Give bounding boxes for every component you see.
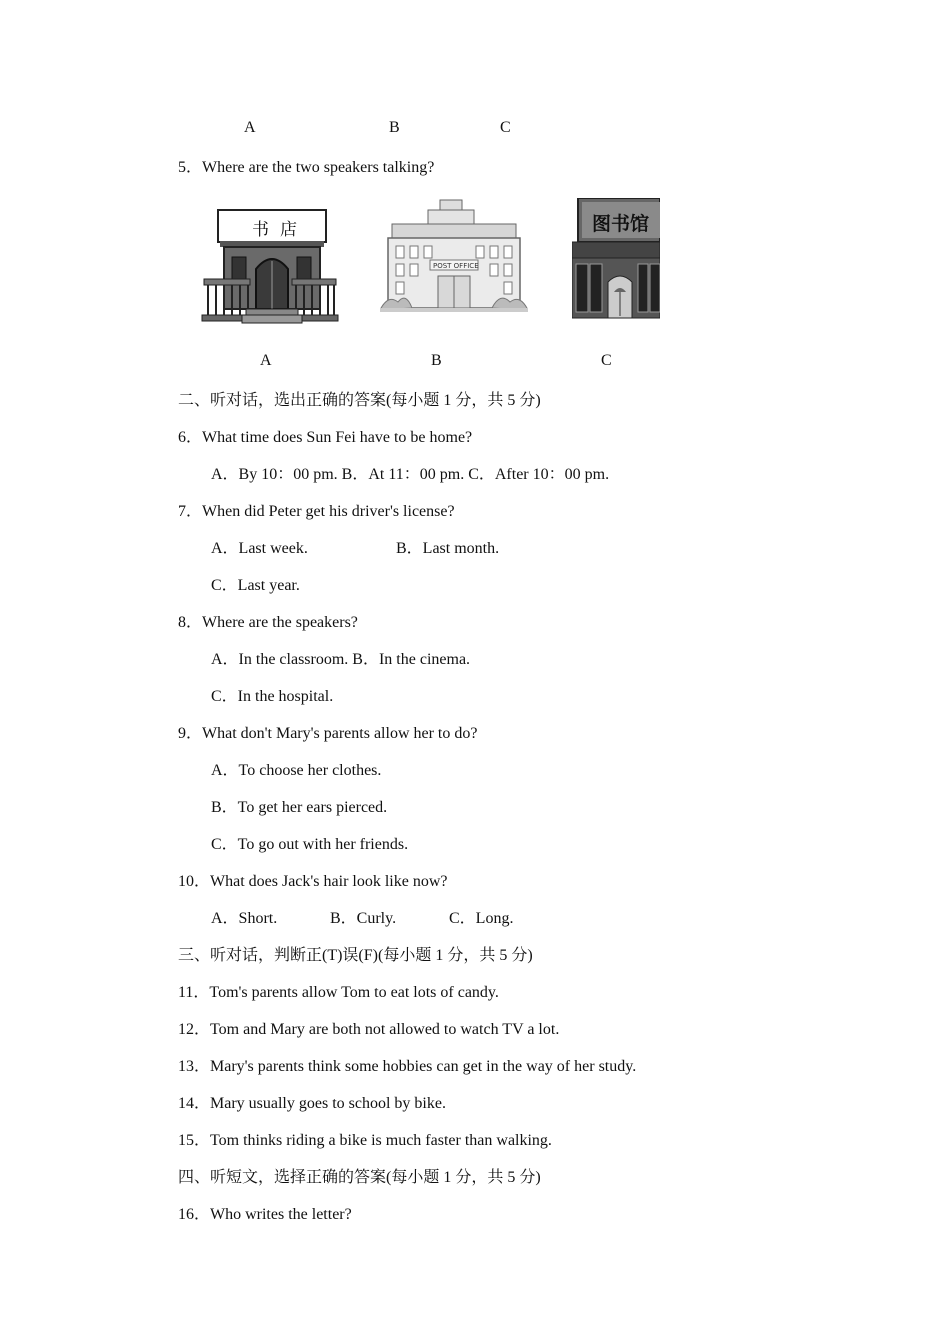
q11-statement: 11．Tom's parents allow Tom to eat lots of candy. [178, 984, 499, 1001]
q7-option-c: C．Last year. [211, 577, 300, 594]
q13-statement: 13．Mary's parents think some hobbies can get in the way of her study. [178, 1058, 637, 1075]
section3-heading: 三、听对话，判断正(T)误(F)(每小题 1 分，共 5 分) [178, 947, 533, 964]
library-sign: 图书馆 [592, 213, 650, 235]
post-office-sign: POST OFFICE [433, 262, 479, 270]
q14-statement: 14．Mary usually goes to school by bike. [178, 1095, 446, 1112]
q4-label-a: A [244, 119, 256, 136]
q10-option-c: C．Long. [449, 910, 514, 927]
q4-label-b: B [389, 119, 400, 136]
q10-question: 10．What does Jack's hair look like now? [178, 873, 448, 890]
q9-question: 9．What don't Mary's parents allow her to do? [178, 725, 478, 742]
q8-options-ab: A．In the classroom. B．In the cinema. [211, 651, 471, 668]
q16-question: 16．Who writes the letter? [178, 1206, 352, 1223]
library-image [572, 198, 660, 320]
post-office-image [380, 198, 528, 316]
bookstore-sign-char-2: 店 [280, 220, 297, 240]
q6-question: 6．What time does Sun Fei have to be home? [178, 429, 473, 446]
q9-option-c: C．To go out with her friends. [211, 836, 409, 853]
q6-options: A．By 10：00 pm. B．At 11：00 pm. C．After 10：00 pm. [211, 466, 610, 483]
q5-question: 5．Where are the two speakers talking? [178, 159, 435, 176]
q4-label-c: C [500, 119, 511, 136]
q5-label-c: C [601, 352, 612, 369]
q8-question: 8．Where are the speakers? [178, 614, 358, 631]
q9-option-b: B．To get her ears pierced. [211, 799, 388, 816]
q7-option-b: B．Last month. [396, 540, 500, 557]
q9-option-a: A．To choose her clothes. [211, 762, 382, 779]
q7-option-a: A．Last week. [211, 540, 308, 557]
bookstore-sign-char-1: 书 [252, 220, 269, 240]
q5-label-b: B [431, 352, 442, 369]
section2-heading: 二、听对话，选出正确的答案(每小题 1 分，共 5 分) [178, 392, 541, 409]
bookstore-image [200, 205, 340, 327]
section4-heading: 四、听短文，选择正确的答案(每小题 1 分，共 5 分) [178, 1169, 541, 1186]
q7-question: 7．When did Peter get his driver's license? [178, 503, 455, 520]
q5-label-a: A [260, 352, 272, 369]
q10-option-a: A．Short. [211, 910, 278, 927]
q12-statement: 12．Tom and Mary are both not allowed to watch TV a lot. [178, 1021, 560, 1038]
q15-statement: 15．Tom thinks riding a bike is much faster than walking. [178, 1132, 552, 1149]
q8-option-c: C．In the hospital. [211, 688, 334, 705]
q10-option-b: B．Curly. [330, 910, 397, 927]
